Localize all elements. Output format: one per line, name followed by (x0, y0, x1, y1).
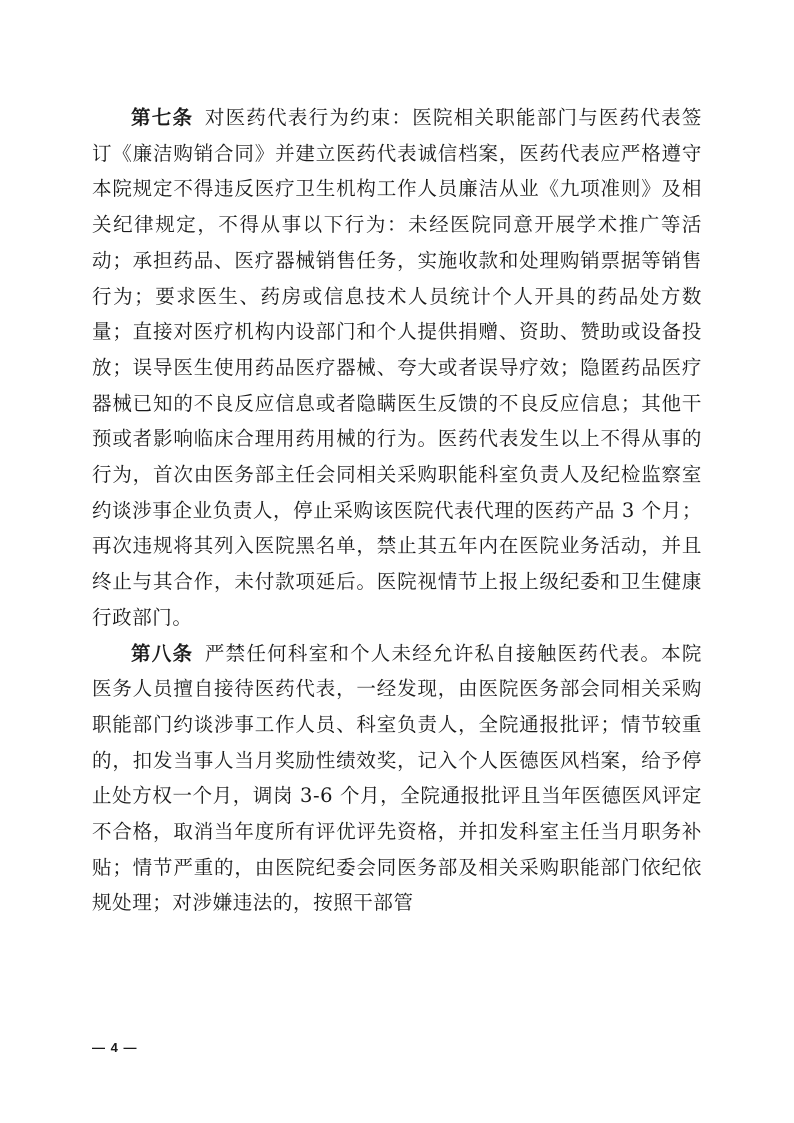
page-number: — 4 — (92, 1040, 138, 1055)
article-8-label: 第八条 (131, 641, 194, 665)
article-7-text: 对医药代表行为约束：医院相关职能部门与医药代表签订《廉洁购销合同》并建立医药代表诚信档案，医药代表应严格遵守本院规定不得违反医疗卫生机构工作人员廉洁从业《九项准则》及相关纪律规定，不得从事以下行为：未经医院同意开展学术推广等活动；承担药品、医疗器械销售任务，实施收款和处理购销票据等销售行为；要求医生、药房或信息技术人员统计个人开具的药品处方数量；直接对医疗机构内设部门和个人提供捐赠、资助、赞助或设备投放；误导医生使用药品医疗器械、夸大或者误导疗效；隐匿药品医疗器械已知的不良反应信息或者隐瞒医生反馈的不良反应信息；其他干预或者影响临床合理用药用械的行为。医药代表发生以上不得从事的行为，首次由医务部主任会同相关采购职能科室负责人及纪检监察室约谈涉事企业负责人，停止采购该医院代表代理的医药产品 3 个月；再次违规将其列入医院黑名单，禁止其五年内在医院业务活动，并且终止与其合作，未付款项延后。医院视情节上报上级纪委和卫生健康行政部门。 (92, 106, 702, 629)
article-8-paragraph (92, 636, 702, 922)
article-7-label: 第七条 (131, 106, 194, 129)
document-body (92, 100, 702, 921)
article-8-text: 严禁任何科室和个人未经允许私自接触医药代表。本院医务人员擅自接待医药代表，一经发现，由医院医务部会同相关采购职能部门约谈涉事工作人员、科室负责人，全院通报批评；情节较重的，扣发当事人当月奖励性绩效奖，记入个人医德医风档案，给予停止处方权一个月，调岗 3-6 个月，全院通报批评且当年医德医风评定不合格，取消当年度所有评优评先资格，并扣发科室主任当月职务补贴；情节严重的，由医院纪委会同医务部及相关采购职能部门依纪依规处理；对涉嫌违法的，按照干部管 (92, 641, 702, 915)
article-7-paragraph (92, 100, 702, 636)
